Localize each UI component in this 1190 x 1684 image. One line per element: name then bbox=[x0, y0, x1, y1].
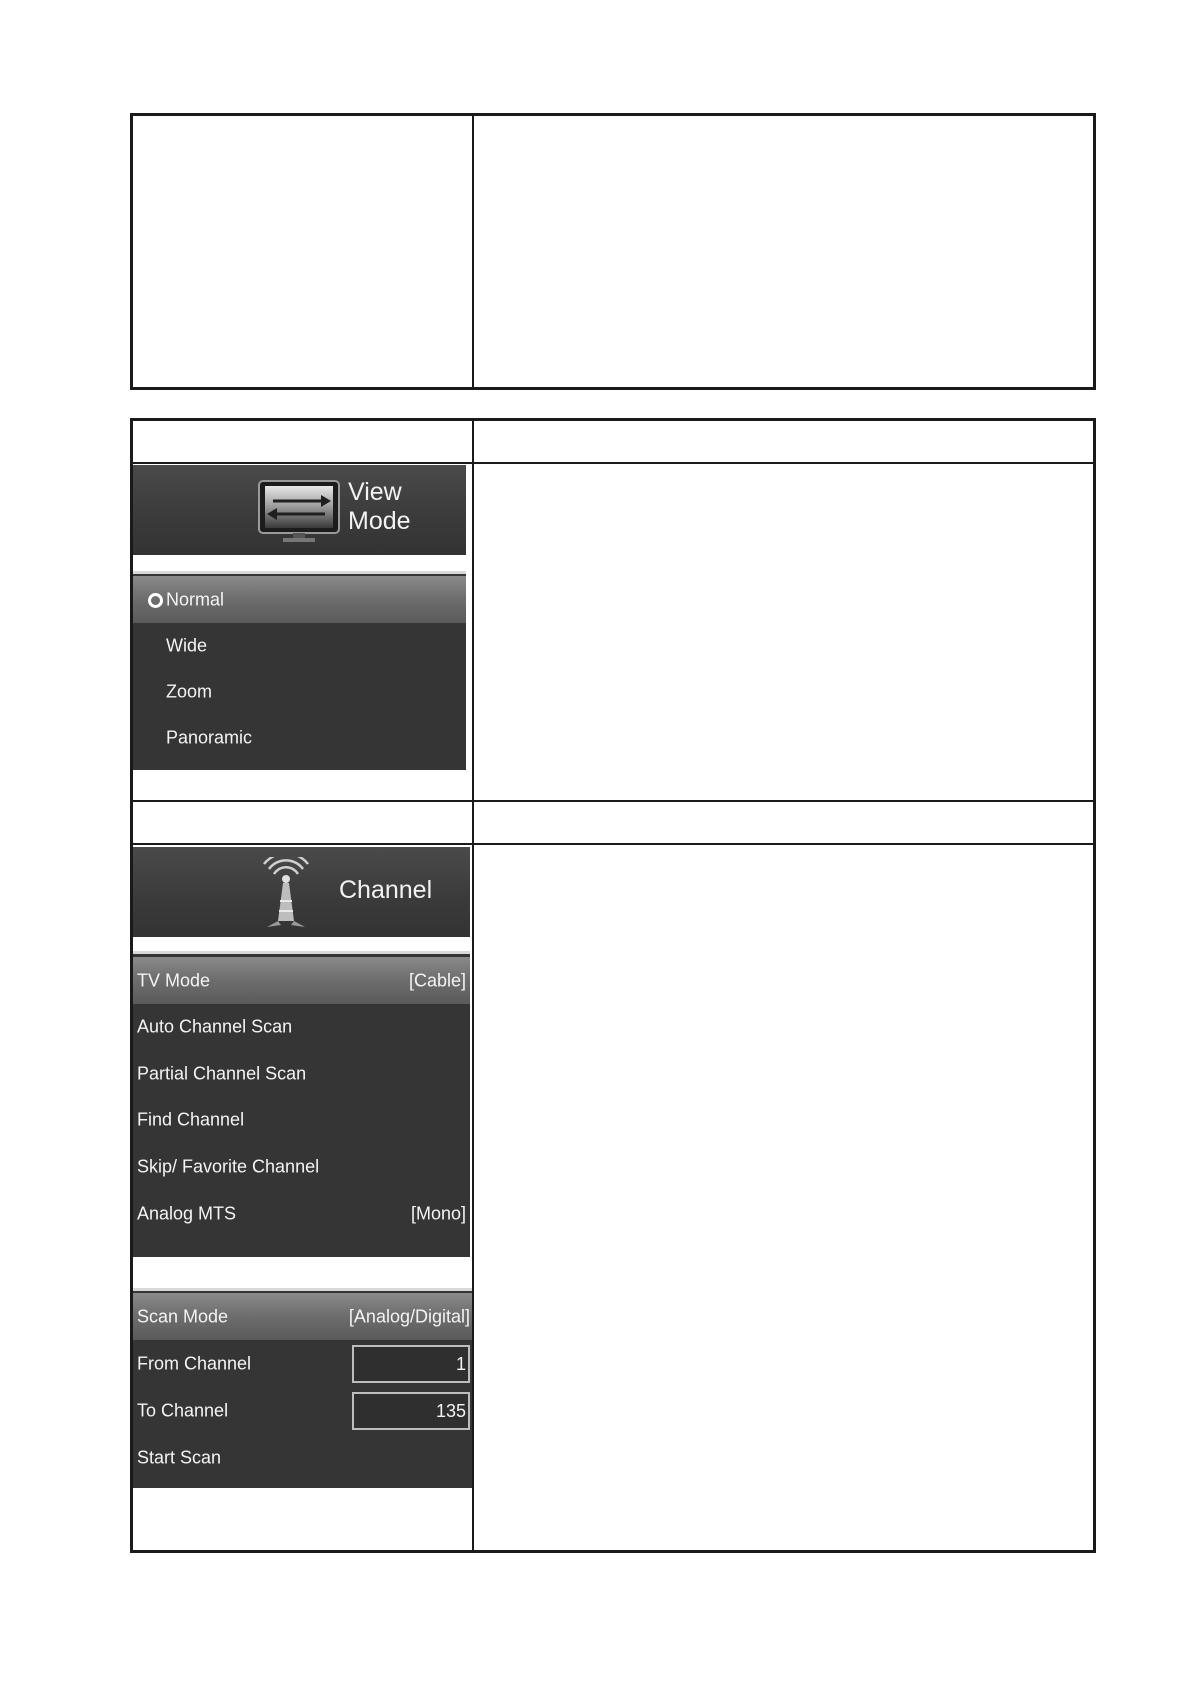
channel-menu bbox=[133, 847, 470, 1257]
from-channel-input[interactable]: 1 bbox=[352, 1345, 470, 1383]
main-table-divider bbox=[472, 421, 474, 1550]
monitor-arrows-icon bbox=[257, 479, 341, 545]
start-scan-button[interactable] bbox=[133, 1434, 472, 1481]
view-mode-menu bbox=[133, 465, 466, 770]
channel-item-find[interactable] bbox=[133, 1097, 470, 1143]
to-channel-input[interactable]: 135 bbox=[352, 1392, 470, 1430]
row-divider-2 bbox=[133, 800, 1093, 802]
row-divider-1 bbox=[133, 462, 1093, 464]
view-mode-item-normal[interactable] bbox=[133, 576, 466, 623]
channel-item-analog-mts[interactable] bbox=[133, 1190, 470, 1238]
top-table-divider bbox=[472, 116, 474, 387]
top-table bbox=[130, 113, 1096, 390]
channel-item-value: [Cable] bbox=[408, 970, 466, 990]
view-mode-item-panoramic[interactable] bbox=[133, 715, 466, 761]
row-divider-3 bbox=[133, 843, 1093, 845]
view-mode-item-zoom[interactable] bbox=[133, 669, 466, 715]
channel-gap bbox=[133, 937, 470, 951]
view-mode-item-label: Panoramic bbox=[166, 727, 253, 748]
view-mode-title-line2: Mode bbox=[348, 507, 411, 535]
antenna-tower-icon bbox=[261, 857, 311, 929]
to-channel-label: To Channel bbox=[137, 1400, 229, 1420]
channel-item-tv-mode[interactable] bbox=[133, 957, 470, 1004]
start-scan-label: Start Scan bbox=[137, 1447, 222, 1467]
scan-mode-row[interactable] bbox=[133, 1293, 472, 1340]
view-mode-gap bbox=[133, 555, 466, 571]
channel-item-label: Analog MTS bbox=[137, 1203, 237, 1224]
channel-item-partial-scan[interactable] bbox=[133, 1050, 470, 1097]
view-mode-header bbox=[133, 465, 466, 555]
channel-title: Channel bbox=[339, 876, 433, 904]
view-mode-separator bbox=[133, 571, 466, 574]
to-channel-row bbox=[133, 1387, 472, 1434]
partial-scan-separator bbox=[133, 1288, 472, 1291]
channel-header bbox=[133, 847, 470, 937]
radio-selected-icon bbox=[148, 593, 163, 608]
from-channel-row bbox=[133, 1340, 472, 1387]
channel-item-label: Partial Channel Scan bbox=[137, 1063, 307, 1083]
view-mode-title-line1: View bbox=[348, 478, 402, 506]
channel-item-label: Skip/ Favorite Channel bbox=[137, 1156, 320, 1176]
scan-mode-label: Scan Mode bbox=[137, 1306, 229, 1326]
view-mode-item-label: Normal bbox=[166, 589, 225, 609]
channel-item-label: Auto Channel Scan bbox=[137, 1016, 293, 1037]
channel-item-value: [Mono] bbox=[410, 1203, 466, 1224]
channel-separator bbox=[133, 951, 470, 954]
partial-scan-menu bbox=[133, 1288, 472, 1488]
channel-item-label: Find Channel bbox=[137, 1109, 245, 1130]
from-channel-label: From Channel bbox=[137, 1353, 252, 1373]
scan-mode-value: [Analog/Digital] bbox=[348, 1306, 470, 1326]
channel-item-label: TV Mode bbox=[137, 970, 211, 990]
view-mode-item-label: Wide bbox=[166, 635, 208, 656]
view-mode-item-label: Zoom bbox=[166, 681, 213, 702]
view-mode-item-wide[interactable] bbox=[133, 623, 466, 669]
channel-item-auto-scan[interactable] bbox=[133, 1004, 470, 1050]
channel-item-skip-favorite[interactable] bbox=[133, 1143, 470, 1190]
